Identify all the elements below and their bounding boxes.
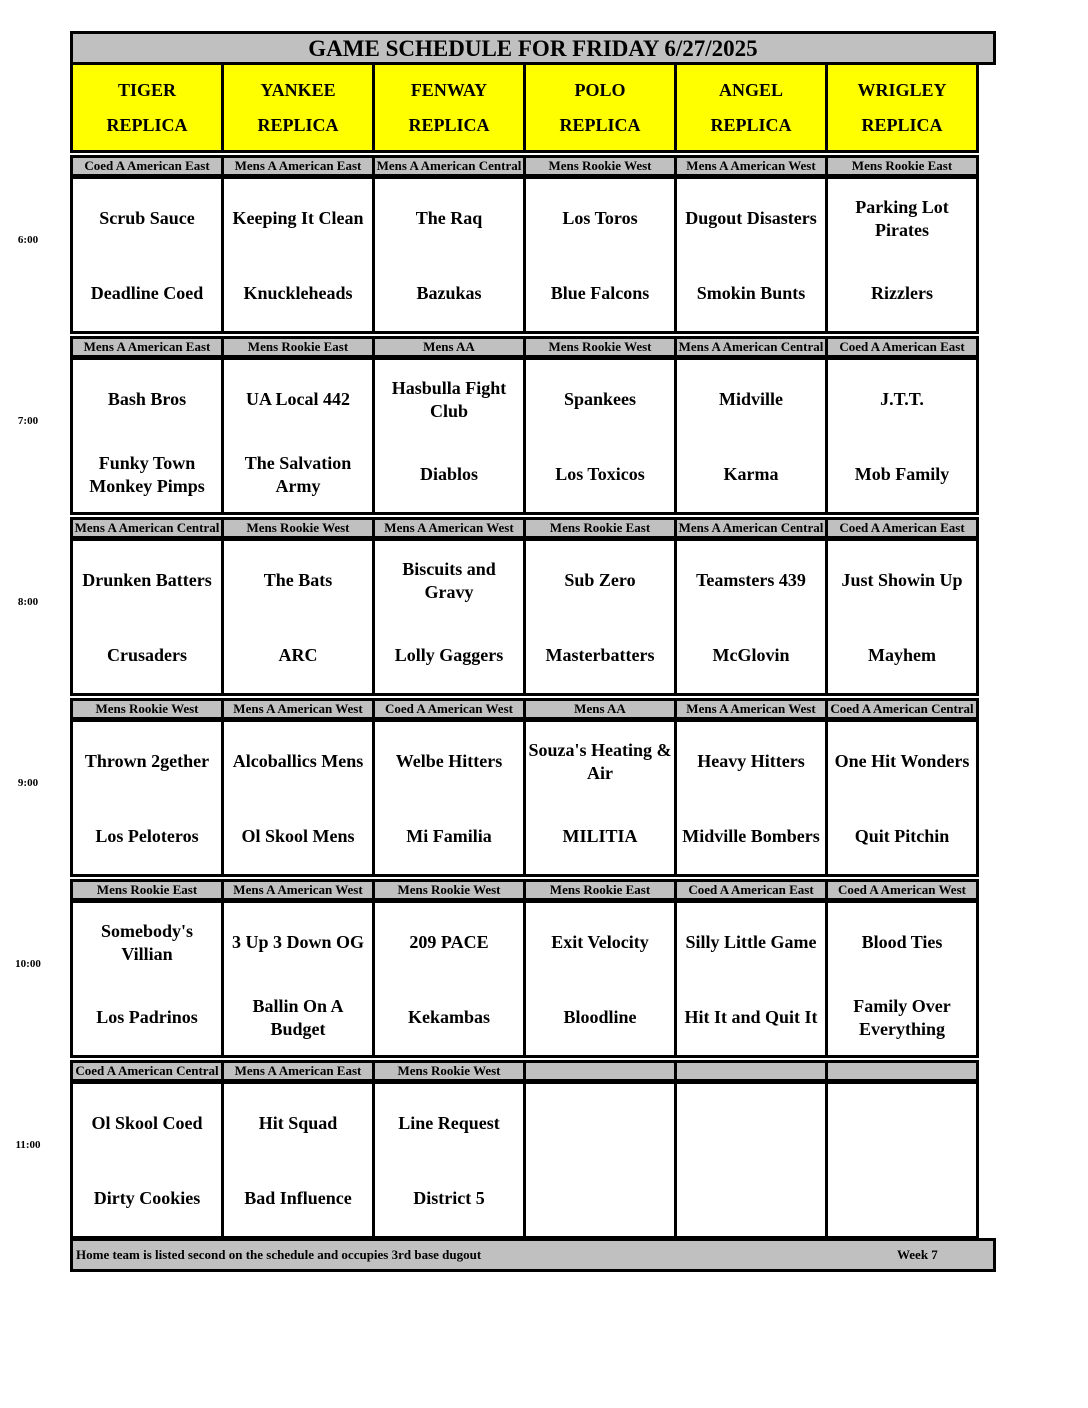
away-team: Souza's Heating & Air xyxy=(528,739,672,783)
game-cell xyxy=(221,1081,375,1239)
field-type: REPLICA xyxy=(257,114,339,135)
away-team: The Raq xyxy=(415,208,483,228)
home-team: Diablos xyxy=(419,464,479,484)
division-label: Coed A American East xyxy=(825,517,979,539)
home-team: Lolly Gaggers xyxy=(394,645,504,665)
division-label: Mens A American West xyxy=(221,698,375,720)
game-cell xyxy=(523,538,677,696)
home-team: Quit Pitchin xyxy=(854,826,950,846)
game-cell xyxy=(674,357,828,515)
field-name: ANGEL xyxy=(718,79,783,100)
division-label: Mens A American Central xyxy=(372,155,526,177)
division-label: Mens Rookie West xyxy=(523,155,677,177)
division-label: Coed A American East xyxy=(825,336,979,358)
footer-note: Home team is listed second on the schedule and occupies 3rd base dugout xyxy=(76,1247,482,1262)
away-team: Thrown 2gether xyxy=(84,751,210,771)
game-cell xyxy=(825,357,979,515)
game-cell xyxy=(70,719,224,877)
away-team: Exit Velocity xyxy=(551,932,649,952)
division-row xyxy=(70,336,996,358)
division-row xyxy=(70,879,996,901)
game-cell xyxy=(523,176,677,334)
field-type: REPLICA xyxy=(861,114,943,135)
home-team: Funky Town Monkey Pimps xyxy=(89,452,205,496)
game-cell xyxy=(70,900,224,1058)
field-type: REPLICA xyxy=(710,114,792,135)
time-label: 11:00 xyxy=(15,1139,41,1151)
division-label: Mens A American Central xyxy=(674,336,828,358)
division-label: Mens A American West xyxy=(221,879,375,901)
game-cell xyxy=(221,719,375,877)
away-team: Alcoballics Mens xyxy=(232,751,364,771)
division-label: Mens A American East xyxy=(70,336,224,358)
game-cell xyxy=(825,176,979,334)
time-slot xyxy=(17,517,996,696)
division-label: Mens Rookie East xyxy=(221,336,375,358)
division-row xyxy=(70,155,996,177)
games-row xyxy=(70,900,996,1058)
home-team: MILITIA xyxy=(562,826,638,846)
game-cell xyxy=(674,1081,828,1239)
division-label: Coed A American East xyxy=(674,879,828,901)
time-slot xyxy=(17,155,996,334)
game-cell xyxy=(523,719,677,877)
field-header xyxy=(523,62,677,153)
game-cell xyxy=(221,357,375,515)
game-cell xyxy=(825,900,979,1058)
home-team: McGlovin xyxy=(712,645,790,665)
away-team: Scrub Sauce xyxy=(99,208,195,228)
home-team: Mayhem xyxy=(868,645,936,665)
home-team: Bazukas xyxy=(416,283,482,303)
home-team xyxy=(677,1161,825,1236)
game-cell xyxy=(825,538,979,696)
division-label: Mens A American Central xyxy=(70,517,224,539)
division-label: Mens AA xyxy=(372,336,526,358)
division-label: Mens Rookie West xyxy=(523,336,677,358)
home-team: Smokin Bunts xyxy=(696,283,806,303)
time-slot xyxy=(17,698,996,877)
game-cell xyxy=(523,1081,677,1239)
away-team xyxy=(526,1086,674,1161)
away-team: Just Showin Up xyxy=(841,570,963,590)
home-team: Masterbatters xyxy=(545,645,655,665)
division-label: Mens AA xyxy=(523,698,677,720)
home-team: Deadline Coed xyxy=(90,283,204,303)
home-team: District 5 xyxy=(413,1188,485,1208)
division-label xyxy=(674,1060,828,1082)
division-label: Coed A American West xyxy=(825,879,979,901)
field-header xyxy=(372,62,526,153)
time-label: 10:00 xyxy=(15,958,41,970)
field-header xyxy=(70,62,224,153)
game-cell xyxy=(523,900,677,1058)
division-label: Mens Rookie East xyxy=(523,879,677,901)
division-label: Mens Rookie West xyxy=(372,879,526,901)
away-team: Drunken Batters xyxy=(82,570,212,590)
away-team: J.T.T. xyxy=(880,389,924,409)
home-team: Family Over Everything xyxy=(853,995,951,1039)
game-cell xyxy=(372,357,526,515)
field-header xyxy=(825,62,979,153)
schedule-sheet xyxy=(15,31,996,1272)
division-label: Mens A American Central xyxy=(674,517,828,539)
away-team: Hit Squad xyxy=(258,1113,338,1133)
away-team: UA Local 442 xyxy=(245,389,350,409)
home-team: Mi Familia xyxy=(406,826,492,846)
home-team xyxy=(526,1161,674,1236)
field-type: REPLICA xyxy=(559,114,641,135)
away-team: Sub Zero xyxy=(564,570,636,590)
field-header xyxy=(221,62,375,153)
away-team: One Hit Wonders xyxy=(834,751,970,771)
division-label: Mens Rookie East xyxy=(70,879,224,901)
games-row xyxy=(70,719,996,877)
division-label: Mens Rookie West xyxy=(372,1060,526,1082)
home-team: Knuckleheads xyxy=(243,283,353,303)
games-row xyxy=(70,538,996,696)
division-row xyxy=(70,1060,996,1082)
games-row xyxy=(70,176,996,334)
field-name: POLO xyxy=(574,79,626,100)
game-cell xyxy=(70,1081,224,1239)
time-slots xyxy=(15,155,996,1239)
home-team: Blue Falcons xyxy=(550,283,650,303)
field-name: FENWAY xyxy=(410,79,488,100)
game-cell xyxy=(372,719,526,877)
away-team: Ol Skool Coed xyxy=(91,1113,203,1133)
home-team: Midville Bombers xyxy=(682,826,820,846)
division-row xyxy=(70,698,996,720)
home-team: Los Toxicos xyxy=(555,464,645,484)
away-team: Midville xyxy=(719,389,783,409)
week-label: Week 7 xyxy=(897,1247,938,1262)
home-team: Bad Influence xyxy=(244,1188,352,1208)
away-team: Heavy Hitters xyxy=(697,751,805,771)
home-team xyxy=(828,1161,976,1236)
away-team: Biscuits and Gravy xyxy=(402,558,496,602)
schedule-title: GAME SCHEDULE FOR FRIDAY 6/27/2025 xyxy=(70,31,996,65)
game-cell xyxy=(674,900,828,1058)
division-label: Coed A American Central xyxy=(825,698,979,720)
time-slot xyxy=(15,1060,996,1239)
field-header xyxy=(674,62,828,153)
games-row xyxy=(70,357,996,515)
away-team xyxy=(677,1086,825,1161)
time-label: 7:00 xyxy=(17,415,39,427)
away-team: Spankees xyxy=(563,389,637,409)
home-team: Los Padrinos xyxy=(96,1007,198,1027)
division-label: Mens A American West xyxy=(674,155,828,177)
home-team: The Salvation Army xyxy=(244,452,352,496)
division-label: Mens A American East xyxy=(221,1060,375,1082)
away-team: The Bats xyxy=(263,570,333,590)
away-team: Teamsters 439 xyxy=(696,570,806,590)
home-team: Bloodline xyxy=(563,1007,637,1027)
away-team: Hasbulla Fight Club xyxy=(391,377,507,421)
games-row xyxy=(70,1081,996,1239)
time-slot xyxy=(17,336,996,515)
game-cell xyxy=(674,176,828,334)
game-cell xyxy=(221,900,375,1058)
game-cell xyxy=(674,719,828,877)
game-cell xyxy=(70,176,224,334)
time-label: 8:00 xyxy=(17,596,39,608)
away-team xyxy=(828,1086,976,1161)
division-label: Coed A American West xyxy=(372,698,526,720)
game-cell xyxy=(372,900,526,1058)
time-label: 6:00 xyxy=(17,234,39,246)
game-cell xyxy=(70,357,224,515)
field-name: WRIGLEY xyxy=(857,79,947,100)
home-team: Crusaders xyxy=(107,645,187,665)
home-team: Ol Skool Mens xyxy=(241,826,355,846)
home-team: Kekambas xyxy=(407,1007,490,1027)
division-label: Mens Rookie East xyxy=(825,155,979,177)
division-label: Coed A American East xyxy=(70,155,224,177)
division-label: Mens A American East xyxy=(221,155,375,177)
game-cell xyxy=(825,719,979,877)
game-cell xyxy=(372,538,526,696)
away-team: Parking Lot Pirates xyxy=(855,196,949,240)
home-team: Los Peloteros xyxy=(95,826,199,846)
game-cell xyxy=(70,538,224,696)
division-label: Mens A American West xyxy=(674,698,828,720)
time-slot xyxy=(15,879,996,1058)
away-team: Line Request xyxy=(398,1113,500,1133)
home-team: Ballin On A Budget xyxy=(252,995,344,1039)
away-team: Somebody's Villian xyxy=(100,920,194,964)
division-label xyxy=(825,1060,979,1082)
field-header-row xyxy=(70,65,996,153)
away-team: Bash Bros xyxy=(107,389,187,409)
time-label: 9:00 xyxy=(17,777,39,789)
home-team: Mob Family xyxy=(854,464,950,484)
game-cell xyxy=(221,176,375,334)
field-name: TIGER xyxy=(117,79,177,100)
away-team: Keeping It Clean xyxy=(232,208,364,228)
game-cell xyxy=(372,176,526,334)
division-label: Mens Rookie West xyxy=(221,517,375,539)
home-team: ARC xyxy=(278,645,318,665)
division-label: Mens Rookie East xyxy=(523,517,677,539)
away-team: Blood Ties xyxy=(861,932,943,952)
away-team: Los Toros xyxy=(562,208,638,228)
away-team: Welbe Hitters xyxy=(395,751,503,771)
away-team: 3 Up 3 Down OG xyxy=(231,932,365,952)
away-team: Silly Little Game xyxy=(685,932,817,952)
division-label: Coed A American Central xyxy=(70,1060,224,1082)
division-label: Mens A American West xyxy=(372,517,526,539)
home-team: Karma xyxy=(723,464,779,484)
home-team: Hit It and Quit It xyxy=(684,1007,818,1027)
game-cell xyxy=(523,357,677,515)
away-team: 209 PACE xyxy=(409,932,489,952)
game-cell xyxy=(674,538,828,696)
field-type: REPLICA xyxy=(408,114,490,135)
footer-bar xyxy=(70,1238,996,1272)
game-cell xyxy=(825,1081,979,1239)
game-cell xyxy=(372,1081,526,1239)
home-team: Rizzlers xyxy=(871,283,933,303)
division-label: Mens Rookie West xyxy=(70,698,224,720)
division-row xyxy=(70,517,996,539)
division-label xyxy=(523,1060,677,1082)
home-team: Dirty Cookies xyxy=(93,1188,201,1208)
field-type: REPLICA xyxy=(106,114,188,135)
game-cell xyxy=(221,538,375,696)
away-team: Dugout Disasters xyxy=(685,208,817,228)
field-name: YANKEE xyxy=(260,79,336,100)
